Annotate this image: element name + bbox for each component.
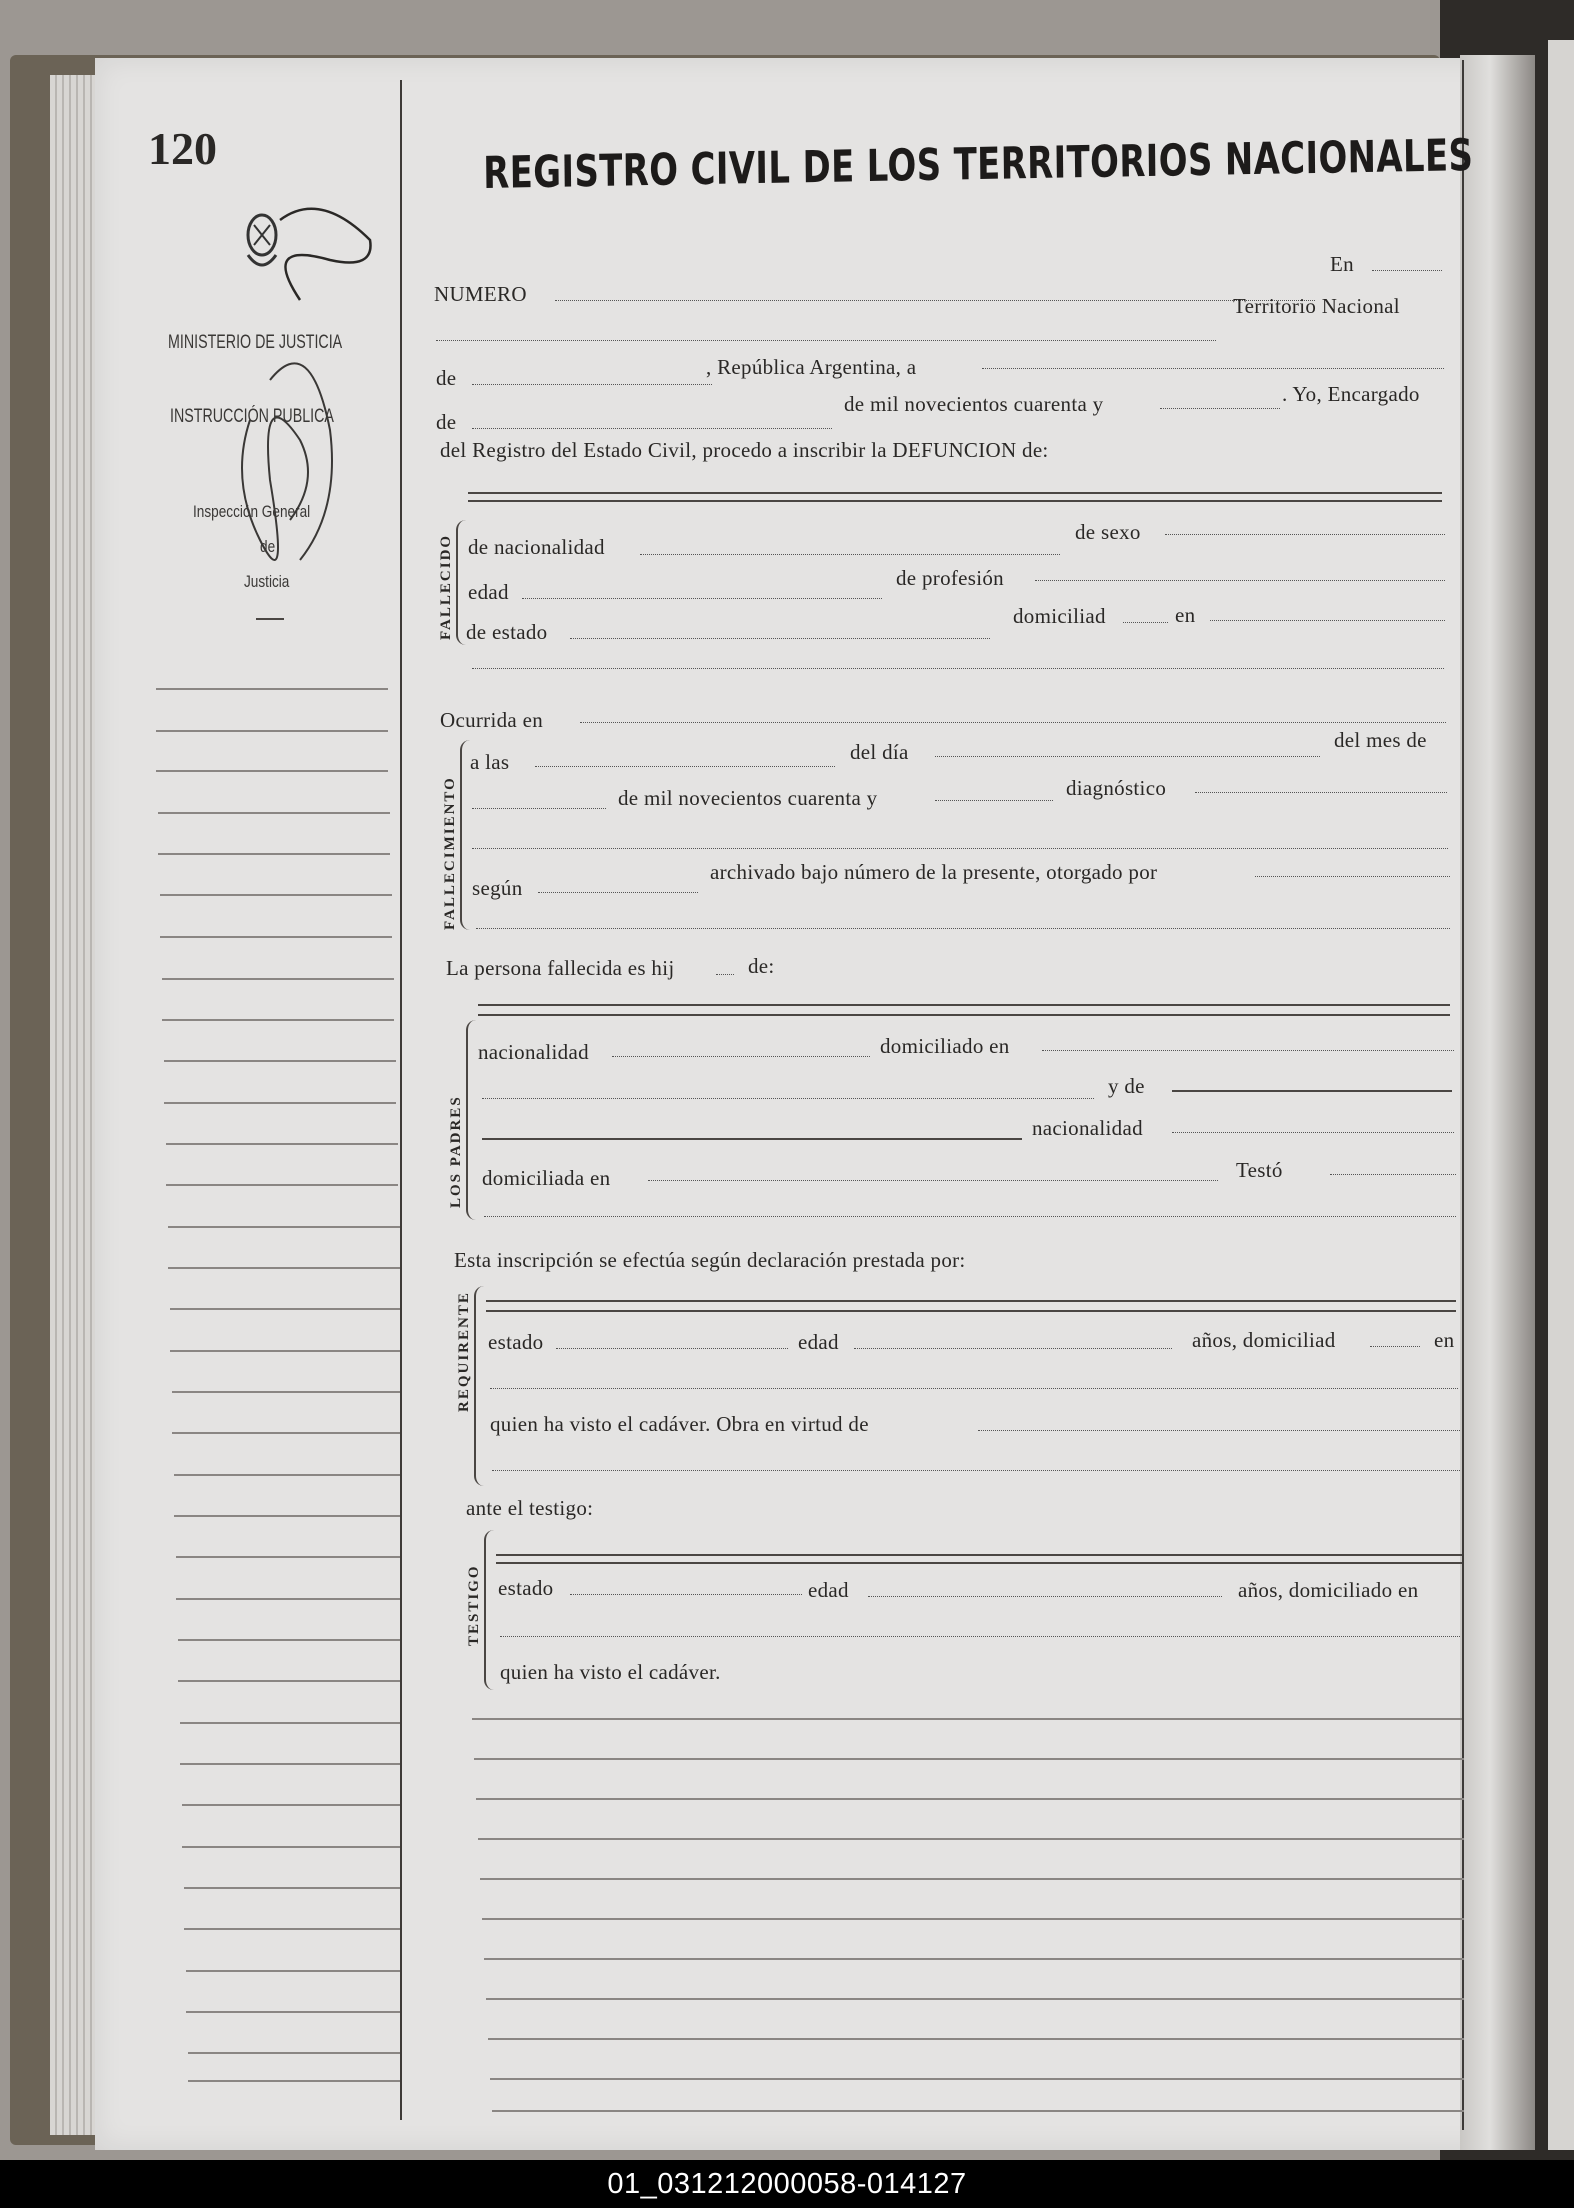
field-edad[interactable] <box>522 598 882 599</box>
inspection-line3: Justicia <box>244 572 290 591</box>
requirente-line-2 <box>486 1310 1456 1312</box>
field-ano[interactable] <box>1160 408 1280 409</box>
page-rule <box>490 2078 1464 2080</box>
label-del-mes: del mes de <box>1334 728 1427 752</box>
madre-line <box>1172 1090 1452 1092</box>
field-mes[interactable] <box>472 808 606 809</box>
testigo-line <box>496 1554 1462 1556</box>
margin-rule <box>188 2080 400 2082</box>
field-fallecido-extra[interactable] <box>472 668 1444 669</box>
side-padres: LOS PADRES <box>448 1095 464 1208</box>
label-en-req: en <box>1434 1328 1455 1352</box>
page-rule <box>492 2110 1464 2112</box>
image-id-footer: 01_031212000058-014127 <box>0 2160 1574 2208</box>
field-a-las[interactable] <box>535 766 835 767</box>
label-mil: de mil novecientos cuarenta y <box>844 392 1104 416</box>
page-rule <box>484 1958 1464 1960</box>
label-quien-test: quien ha visto el cadáver. <box>500 1660 721 1684</box>
label-anos-req: años, domiciliad <box>1192 1328 1336 1352</box>
page-rule <box>476 1798 1464 1800</box>
field-sexo[interactable] <box>1165 534 1445 535</box>
margin-rule <box>180 1722 400 1724</box>
label-diagnostico: diagnóstico <box>1066 776 1167 800</box>
margin-rule <box>156 688 388 690</box>
margin-rule <box>186 1970 400 1972</box>
page-rule <box>472 1718 1462 1720</box>
label-archivado: archivado bajo número de la presente, otorgado por <box>710 860 1158 884</box>
label-estado-req: estado <box>488 1330 544 1354</box>
side-testigo: TESTIGO <box>466 1564 482 1646</box>
field-de-2[interactable] <box>472 428 832 429</box>
side-fallecimiento: FALLECIMIENTO <box>442 776 458 930</box>
side-requirente: REQUIRENTE <box>456 1291 472 1412</box>
brace-testigo <box>484 1530 498 1690</box>
margin-rule <box>188 2052 400 2054</box>
field-testo[interactable] <box>1330 1174 1456 1175</box>
field-test-2[interactable] <box>500 1636 1460 1637</box>
field-nacionalidad[interactable] <box>640 554 1060 555</box>
label-en-f: en <box>1175 603 1196 627</box>
label-registro: del Registro del Estado Civil, procedo a inscribir la DEFUNCION de: <box>440 438 1049 462</box>
margin-rule <box>170 1350 400 1352</box>
label-domiciliado: domiciliado en <box>880 1034 1010 1058</box>
field-segun[interactable] <box>538 892 698 893</box>
ministry-line2: INSTRUCCIÓN PUBLICA <box>170 406 334 427</box>
signature <box>200 180 400 620</box>
label-segun: según <box>472 876 523 900</box>
field-otorgado[interactable] <box>1255 876 1450 877</box>
field-del-dia[interactable] <box>935 756 1320 757</box>
label-de-padres: de: <box>748 954 775 978</box>
margin-rule <box>184 1928 400 1930</box>
label-estado-test: estado <box>498 1576 554 1600</box>
label-hij: La persona fallecida es hij <box>446 956 675 980</box>
field-padres-extra[interactable] <box>484 1216 1456 1217</box>
field-en-f[interactable] <box>1210 620 1445 621</box>
label-nacionalidad-padre: nacionalidad <box>478 1040 589 1064</box>
margin-rule <box>172 1391 400 1393</box>
field-domiciliado[interactable] <box>1042 1050 1454 1051</box>
label-testo: Testó <box>1236 1158 1283 1182</box>
label-ocurrida: Ocurrida en <box>440 708 543 732</box>
page-rule <box>474 1758 1464 1760</box>
margin-rule <box>162 978 394 980</box>
field-req-2[interactable] <box>490 1388 1458 1389</box>
page-rule <box>482 1918 1464 1920</box>
margin-rule <box>158 812 390 814</box>
field-de-1[interactable] <box>472 384 712 385</box>
page-rule <box>478 1838 1464 1840</box>
field-obra[interactable] <box>978 1430 1460 1431</box>
margin-rule <box>174 1474 400 1476</box>
label-y-de: y de <box>1108 1074 1145 1098</box>
register-title: REGISTRO CIVIL DE LOS TERRITORIOS NACIONALES <box>483 130 1474 199</box>
margin-rule <box>162 1019 394 1021</box>
field-numero[interactable] <box>555 300 1315 301</box>
field-profesion[interactable] <box>1035 580 1445 581</box>
margin-rule <box>182 1846 400 1848</box>
label-territorio: Territorio Nacional <box>1233 294 1400 318</box>
margin-rule <box>184 1887 400 1889</box>
margin-rule <box>178 1680 400 1682</box>
margin-rule <box>170 1308 400 1310</box>
margin-rule <box>180 1763 400 1765</box>
page-rule <box>480 1878 1464 1880</box>
field-line2[interactable] <box>436 340 1216 341</box>
padre-line <box>478 1004 1450 1006</box>
field-nacionalidad-madre[interactable] <box>1172 1132 1454 1133</box>
margin-rule <box>182 1804 400 1806</box>
margin-rule <box>156 770 388 772</box>
margin-rule <box>176 1598 400 1600</box>
field-ano-f[interactable] <box>935 800 1053 801</box>
requirente-line <box>486 1300 1456 1302</box>
page-rule <box>486 1998 1464 2000</box>
margin-separator <box>400 80 402 2120</box>
field-nacionalidad-padre[interactable] <box>612 1056 870 1057</box>
label-inscripcion: Esta inscripción se efectúa según declaración prestada por: <box>454 1248 966 1272</box>
margin-rule <box>164 1060 396 1062</box>
label-sexo: de sexo <box>1075 520 1141 544</box>
field-hij[interactable] <box>716 974 734 975</box>
field-domiciliada[interactable] <box>648 1180 1218 1181</box>
field-otorgado-2[interactable] <box>476 928 1450 929</box>
margin-rule <box>166 1143 398 1145</box>
field-padre-2[interactable] <box>482 1098 1094 1099</box>
label-numero: NUMERO <box>434 282 527 306</box>
field-ocurrida[interactable] <box>580 722 1446 723</box>
label-edad: edad <box>468 580 509 604</box>
label-nacionalidad-madre: nacionalidad <box>1032 1116 1143 1140</box>
label-republica: , República Argentina, a <box>706 355 917 379</box>
margin-rule <box>158 853 390 855</box>
book-spine <box>1460 55 1535 2150</box>
name-line-2 <box>468 500 1442 502</box>
margin-rule <box>168 1226 400 1228</box>
label-edad-test: edad <box>808 1578 849 1602</box>
madre-name-line <box>482 1138 1022 1140</box>
label-nacionalidad: de nacionalidad <box>468 535 605 559</box>
label-anos-test: años, domiciliado en <box>1238 1578 1419 1602</box>
ministry-dash <box>256 618 284 620</box>
testigo-line-2 <box>496 1562 1462 1564</box>
name-line <box>468 492 1442 494</box>
margin-rule <box>174 1515 400 1517</box>
label-yo: . Yo, Encargado <box>1282 382 1420 406</box>
margin-rule <box>166 1184 398 1186</box>
label-de-2: de <box>436 410 457 434</box>
label-a-las: a las <box>470 750 510 774</box>
adjacent-page <box>1548 40 1574 2150</box>
field-estado[interactable] <box>570 638 990 639</box>
field-domiciliad[interactable] <box>1123 622 1168 623</box>
field-diagnostico-2[interactable] <box>472 848 1448 849</box>
margin-rule <box>176 1556 400 1558</box>
label-del-dia: del día <box>850 740 909 764</box>
margin-rule <box>186 2011 400 2013</box>
field-edad-req[interactable] <box>854 1348 1172 1349</box>
field-estado-req[interactable] <box>556 1348 788 1349</box>
field-domiciliad-req[interactable] <box>1370 1346 1420 1347</box>
label-en: En <box>1330 252 1354 276</box>
ministry-line1: MINISTERIO DE JUSTICIA <box>168 332 343 353</box>
field-fecha[interactable] <box>982 368 1444 369</box>
margin-rule <box>172 1432 400 1434</box>
margin-rule <box>156 730 388 732</box>
margin-rule <box>164 1102 396 1104</box>
label-de-1: de <box>436 366 457 390</box>
label-profesion: de profesión <box>896 566 1004 590</box>
inspection-line2: de <box>260 537 276 556</box>
margin-rule <box>160 936 392 938</box>
field-obra-2[interactable] <box>492 1470 1460 1471</box>
side-fallecido: FALLECIDO <box>438 533 454 640</box>
label-ante-testigo: ante el testigo: <box>466 1496 594 1520</box>
brace-requirente <box>474 1286 488 1486</box>
label-estado: de estado <box>466 620 548 644</box>
margin-rule <box>178 1639 400 1641</box>
label-mil-f: de mil novecientos cuarenta y <box>618 786 878 810</box>
label-quien-req: quien ha visto el cadáver. Obra en virtud de <box>490 1412 869 1436</box>
margin-rule <box>168 1267 400 1269</box>
padre-line-2 <box>478 1014 1450 1016</box>
inspection-line1: Inspección General <box>193 502 311 521</box>
field-diagnostico[interactable] <box>1195 792 1447 793</box>
page-rule <box>488 2038 1464 2040</box>
page-number: 120 <box>148 123 217 174</box>
field-edad-test[interactable] <box>868 1596 1222 1597</box>
margin-rule <box>160 894 392 896</box>
right-border <box>1462 60 1464 2130</box>
label-edad-req: edad <box>798 1330 839 1354</box>
field-estado-test[interactable] <box>570 1594 802 1595</box>
label-domiciliad: domiciliad <box>1013 604 1106 628</box>
field-en[interactable] <box>1372 270 1442 271</box>
label-domiciliada: domiciliada en <box>482 1166 611 1190</box>
